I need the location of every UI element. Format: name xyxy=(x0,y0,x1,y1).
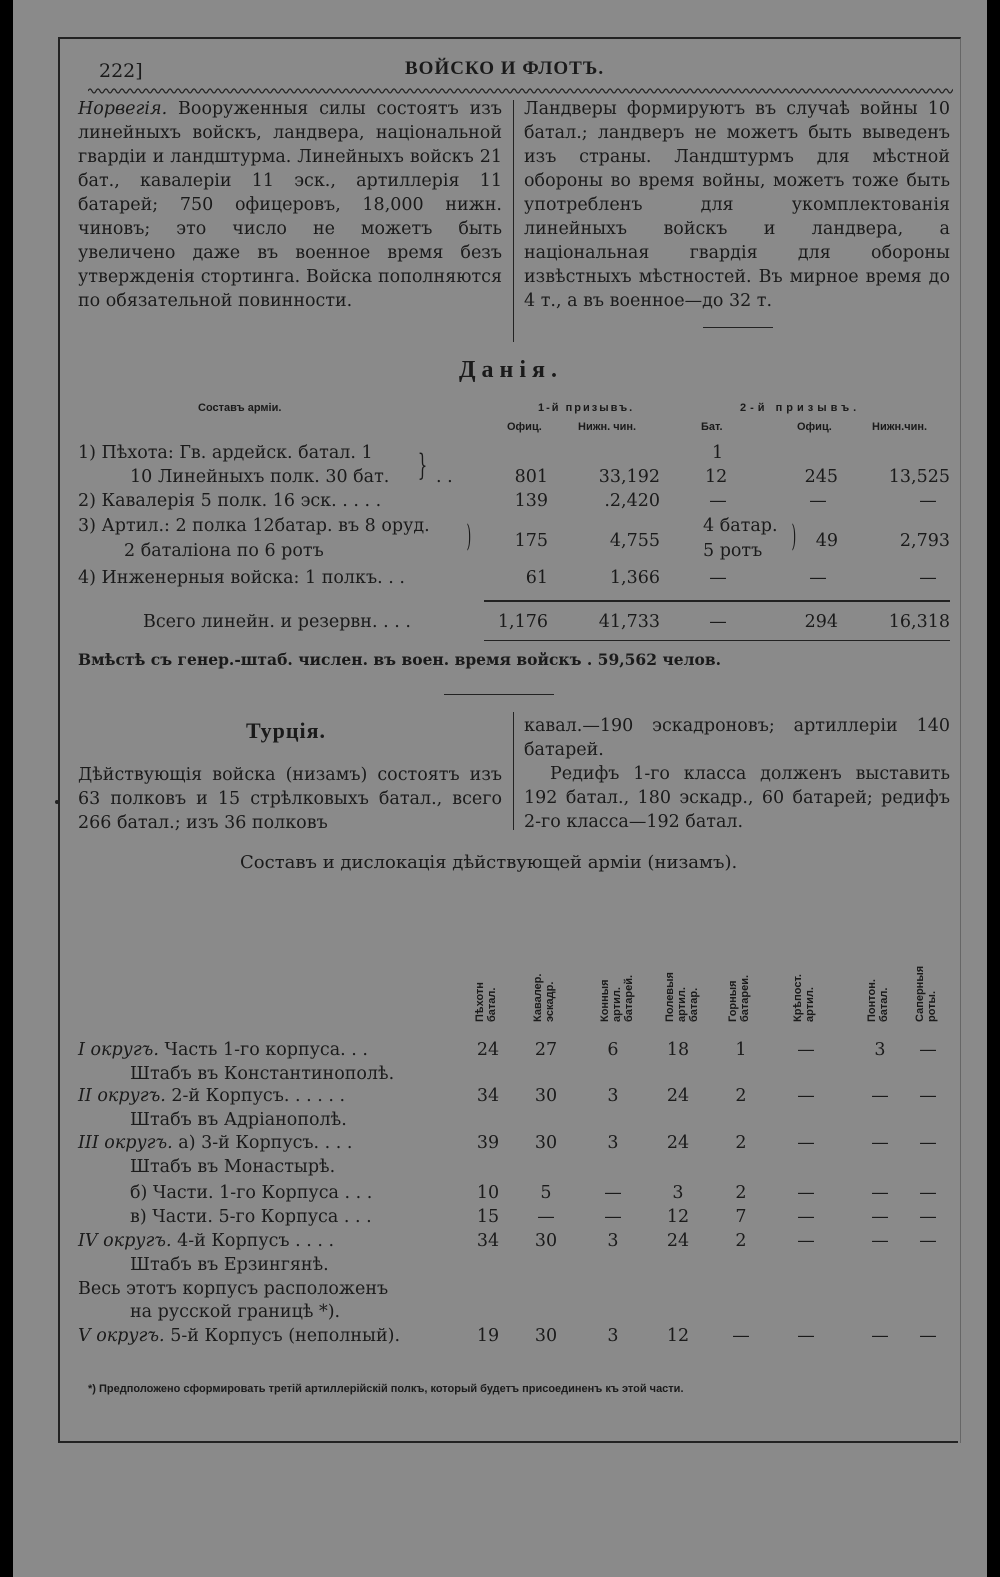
dk-row3-line2: 2 баталіона по 6 ротъ xyxy=(124,541,324,561)
turkey-col-head: Саперныя xyxy=(914,965,926,1022)
denmark-composition-head: Составъ арміи. xyxy=(198,402,282,414)
dk-total-low: 41,733 xyxy=(598,612,660,632)
turkey-cell: — xyxy=(797,1040,815,1060)
turkey-cell: — xyxy=(871,1231,889,1251)
turkey-cell: 3 xyxy=(607,1133,619,1153)
footnote: *) Предположено сформировать третій артиллерійскій полкъ, который будетъ присоединенъ къ этой части. xyxy=(88,1383,684,1395)
dk-total-low2: 16,318 xyxy=(888,612,950,632)
norway-right-column xyxy=(524,97,950,313)
turkey-cell: 6 xyxy=(607,1040,619,1060)
turkey-cell: 3 xyxy=(672,1183,684,1203)
turkey-row-text: 2-й Корпусъ. . . . . . xyxy=(171,1086,346,1106)
turkey-cell: 30 xyxy=(534,1133,558,1153)
turkey-cell: 1 xyxy=(735,1040,747,1060)
turkey-cell: 24 xyxy=(666,1133,690,1153)
turkey-title: Турція. xyxy=(246,718,327,743)
dk-row2-bat: — xyxy=(709,491,727,511)
turkey-cell: 12 xyxy=(666,1207,690,1227)
turkey-cell: — xyxy=(797,1326,815,1346)
turkey-district: IV округъ. xyxy=(78,1231,178,1251)
turkey-row-text: Штабъ въ Монастырѣ. xyxy=(130,1157,336,1177)
turkey-district: V округъ. xyxy=(78,1326,171,1346)
denmark-officers-head: Офиц. xyxy=(507,421,542,433)
turkey-col-head: Кавалер. xyxy=(532,973,544,1022)
denmark-title: Данія. xyxy=(459,357,563,383)
turkey-cell: 7 xyxy=(735,1207,747,1227)
turkey-row-text: Штабъ въ Константинополѣ. xyxy=(130,1064,395,1084)
dk-row4-off2: — xyxy=(809,568,827,588)
turkey-cell: 24 xyxy=(666,1086,690,1106)
dk-row2-off: 139 xyxy=(514,491,548,511)
turkey-cell: 18 xyxy=(666,1040,690,1060)
dk-row1-dots: . . xyxy=(436,467,453,487)
turkey-cell: 2 xyxy=(735,1133,747,1153)
column-divider xyxy=(513,712,514,830)
turkey-row-label xyxy=(130,1110,347,1130)
turkey-cell: 30 xyxy=(534,1231,558,1251)
turkey-cell: — xyxy=(919,1133,937,1153)
turkey-cell: — xyxy=(871,1326,889,1346)
turkey-district: I округъ. xyxy=(78,1040,165,1060)
dk-row4-off: 61 xyxy=(525,568,548,588)
dk-row1-off: 801 xyxy=(514,467,548,487)
turkey-text-right-2: Редифъ 1-го класса долженъ выставить 192 батал., 180 эскадр., 60 батарей; редифъ 2-го класса—192 батал. xyxy=(524,764,950,832)
turkey-text-left: Дѣйствующія войска (низамъ) состоятъ изъ 63 полковъ и 15 стрѣлковыхъ батал., всего 266 батал.; изъ 36 полковъ xyxy=(78,765,502,833)
dk-row4-bat: — xyxy=(709,568,727,588)
denmark-officers2-head: Офиц. xyxy=(797,421,832,433)
dk-row3-off2: 49 xyxy=(815,531,838,551)
running-title: ВОЙСКО И ФЛОТЪ. xyxy=(405,58,605,79)
turkey-cell: — xyxy=(919,1231,937,1251)
turkey-row-text: Весь этотъ корпусъ расположенъ xyxy=(78,1279,389,1299)
turkey-cell: 2 xyxy=(735,1231,747,1251)
turkey-cell: — xyxy=(919,1086,937,1106)
turkey-cell: — xyxy=(919,1326,937,1346)
turkey-cell: 24 xyxy=(476,1040,500,1060)
turkey-cell: 12 xyxy=(666,1326,690,1346)
dk-row3-off: 175 xyxy=(514,531,548,551)
turkey-col-head: эскадр. xyxy=(544,981,556,1022)
turkey-left-column xyxy=(78,763,502,835)
turkey-col-head: батал. xyxy=(878,987,890,1022)
norway-left-column xyxy=(78,97,502,313)
turkey-cell: 2 xyxy=(735,1086,747,1106)
turkey-row-text: Штабъ въ Ерзингянѣ. xyxy=(130,1255,329,1275)
turkey-row-label xyxy=(130,1157,335,1177)
dk-row1-line1: 1) Пѣхота: Гв. ардейск. батал. 1 xyxy=(78,443,373,463)
turkey-text-right-1: кавал.—190 эскадроновъ; артиллеріи 140 батарей. xyxy=(524,716,950,760)
turkey-cell: — xyxy=(604,1183,622,1203)
turkey-cell: 3 xyxy=(607,1231,619,1251)
norway-title: Норвегія. xyxy=(78,99,168,119)
dk-row1-bat-top: 1 xyxy=(712,443,724,463)
turkey-cell: 30 xyxy=(534,1326,558,1346)
turkey-cell: — xyxy=(919,1040,937,1060)
turkey-row-text: б) Части. 1-го Корпуса . . . xyxy=(130,1183,373,1203)
turkey-cell: 2 xyxy=(735,1183,747,1203)
dk-row4-low: 1,366 xyxy=(609,568,660,588)
total-rule xyxy=(484,600,950,602)
turkey-row-text: а) 3-й Корпусъ. . . . xyxy=(178,1133,353,1153)
turkey-cell: — xyxy=(797,1086,815,1106)
section-rule xyxy=(444,694,554,695)
dk-row2-off2: — xyxy=(809,491,827,511)
dk-row1-low2: 13,525 xyxy=(888,467,950,487)
turkey-cell: — xyxy=(919,1183,937,1203)
turkey-row-label xyxy=(130,1064,394,1084)
turkey-cell: 27 xyxy=(534,1040,558,1060)
dk-total-label: Всего линейн. и резервн. . . . xyxy=(143,612,411,632)
turkey-row-label xyxy=(78,1086,345,1106)
denmark-lower-head: Нижн. чин. xyxy=(578,421,637,433)
turkey-cell: — xyxy=(537,1207,555,1227)
turkey-col-head: Горныя xyxy=(727,980,739,1022)
turkey-cell: 15 xyxy=(476,1207,500,1227)
turkey-col-head: артил. xyxy=(676,987,688,1022)
turkey-cell: 10 xyxy=(476,1183,500,1203)
column-divider xyxy=(513,100,514,342)
turkey-row-text: 5-й Корпусъ (неполный). xyxy=(170,1326,401,1346)
wavy-rule xyxy=(88,87,953,95)
turkey-row-label xyxy=(78,1040,368,1060)
turkey-col-head: Крѣпост. xyxy=(792,974,804,1022)
page-number: 222] xyxy=(99,60,143,82)
dk-row3-bat-top: 4 батар. xyxy=(703,516,778,536)
turkey-cell: — xyxy=(797,1231,815,1251)
turkey-cell: 39 xyxy=(476,1133,500,1153)
denmark-second-call-head: 2-й призывъ. xyxy=(740,402,861,414)
turkey-cell: — xyxy=(797,1183,815,1203)
turkey-row-label xyxy=(130,1183,372,1203)
turkey-col-head: батарей. xyxy=(623,974,635,1022)
turkey-row-label xyxy=(78,1133,353,1153)
turkey-cell: — xyxy=(871,1207,889,1227)
dk-row4-low2: — xyxy=(919,568,937,588)
dk-row1-bat: 12 xyxy=(705,467,728,487)
turkey-row-text: Штабъ въ Адріанополѣ. xyxy=(130,1110,347,1130)
brace: } xyxy=(417,448,428,483)
turkey-cell: — xyxy=(871,1086,889,1106)
turkey-row-label xyxy=(78,1279,388,1299)
section-rule xyxy=(703,327,773,328)
dk-total-off2: 294 xyxy=(804,612,838,632)
turkey-row-text: Часть 1-го корпуса. . . xyxy=(164,1040,368,1060)
turkey-row-text: 4-й Корпусъ . . . . xyxy=(177,1231,335,1251)
dk-total-bat: — xyxy=(709,612,727,632)
turkey-cell: 3 xyxy=(607,1086,619,1106)
norway-text-right: Ландверы формируютъ въ случаѣ войны 10 батал.; ландверъ не можетъ быть выведенъ изъ страны. Ландштурмъ для мѣстной обороны во время войны, можетъ тоже быть употребленъ для укомплектованія линейныхъ войскъ и ландвера, а національная гвардія для обороны извѣстныхъ мѣстностей. Въ мирное время до 4 т., а въ военное—до 32 т. xyxy=(524,99,950,311)
underbrace-rule xyxy=(484,640,950,641)
turkey-cell: — xyxy=(919,1207,937,1227)
brace: ) xyxy=(466,519,472,554)
page-frame-bottom xyxy=(58,1441,958,1443)
turkey-cell: 5 xyxy=(540,1183,552,1203)
turkey-col-head: роты. xyxy=(926,990,938,1022)
turkey-cell: — xyxy=(732,1326,750,1346)
dk-grand-total: Вмѣстѣ съ генер.-штаб. числен. въ воен. время войскъ . 59,562 челов. xyxy=(78,650,722,669)
dk-row1-low: 33,192 xyxy=(598,467,660,487)
dk-row2-low2: — xyxy=(919,491,937,511)
turkey-table-title: Составъ и дислокація дѣйствующей арміи (низамъ). xyxy=(240,852,738,873)
turkey-row-label xyxy=(78,1231,334,1251)
turkey-col-head: батар. xyxy=(688,987,700,1022)
turkey-row-text: в) Части. 5-го Корпуса . . . xyxy=(130,1207,372,1227)
dk-row2-low: .2,420 xyxy=(604,491,660,511)
turkey-cell: 24 xyxy=(666,1231,690,1251)
dk-row3-low: 4,755 xyxy=(609,531,660,551)
dk-row4-label: 4) Инженерныя войска: 1 полкъ. . . xyxy=(78,568,405,588)
dk-row1-off2: 245 xyxy=(804,467,838,487)
turkey-row-label xyxy=(130,1302,340,1322)
dk-row3-line1: 3) Артил.: 2 полка 12батар. въ 8 оруд. xyxy=(78,516,430,536)
turkey-col-head: артил. xyxy=(611,987,623,1022)
turkey-col-head: Полевыя xyxy=(664,972,676,1022)
turkey-cell: — xyxy=(797,1133,815,1153)
turkey-row-label xyxy=(78,1326,400,1346)
turkey-cell: 34 xyxy=(476,1086,500,1106)
turkey-district: II округъ. xyxy=(78,1086,172,1106)
denmark-first-call-head: 1-й призывъ. xyxy=(538,402,635,414)
turkey-cell: 30 xyxy=(534,1086,558,1106)
turkey-col-head: батареи. xyxy=(739,974,751,1022)
turkey-col-head: Понтон. xyxy=(866,979,878,1022)
dk-row3-bat: 5 ротъ xyxy=(703,541,763,561)
turkey-right-column xyxy=(524,714,950,834)
turkey-cell: 3 xyxy=(874,1040,886,1060)
turkey-col-head: артил. xyxy=(804,987,816,1022)
turkey-cell: 34 xyxy=(476,1231,500,1251)
turkey-district: III округъ. xyxy=(78,1133,179,1153)
dk-total-off: 1,176 xyxy=(497,612,548,632)
brace: ) xyxy=(791,519,797,554)
turkey-cell: — xyxy=(604,1207,622,1227)
turkey-cell: — xyxy=(871,1133,889,1153)
dk-row2-label: 2) Кавалерія 5 полк. 16 эск. . . . . xyxy=(78,491,382,511)
turkey-cell: 19 xyxy=(476,1326,500,1346)
turkey-cell: — xyxy=(797,1207,815,1227)
dk-row3-low2: 2,793 xyxy=(899,531,950,551)
norway-text-left: Вооруженныя силы состоятъ изъ линейныхъ войскъ, ландвера, національной гвардіи и ландштурма. Линейныхъ войскъ 21 бат., кавалеріи 11 эск., артиллерія 11 батарей; 750 офицеровъ, 18,000 нижн. чиновъ; это число не можетъ быть увеличено даже въ военное время безъ утвержденія стортинга. Войска пополняются по обязательной повинности. xyxy=(78,99,502,311)
denmark-battalions-head: Бат. xyxy=(701,421,723,433)
turkey-col-head: Конныя xyxy=(599,979,611,1022)
turkey-col-head: Пѣхотн xyxy=(474,982,486,1022)
turkey-row-label xyxy=(130,1207,372,1227)
dk-row1-line2: 10 Линейныхъ полк. 30 бат. xyxy=(130,467,390,487)
turkey-cell: 3 xyxy=(607,1326,619,1346)
turkey-row-text: на русской границѣ *). xyxy=(130,1302,341,1322)
turkey-row-label xyxy=(130,1255,329,1275)
turkey-col-head: батал. xyxy=(486,987,498,1022)
turkey-cell: — xyxy=(871,1183,889,1203)
denmark-lower2-head: Нижн.чин. xyxy=(872,421,928,433)
